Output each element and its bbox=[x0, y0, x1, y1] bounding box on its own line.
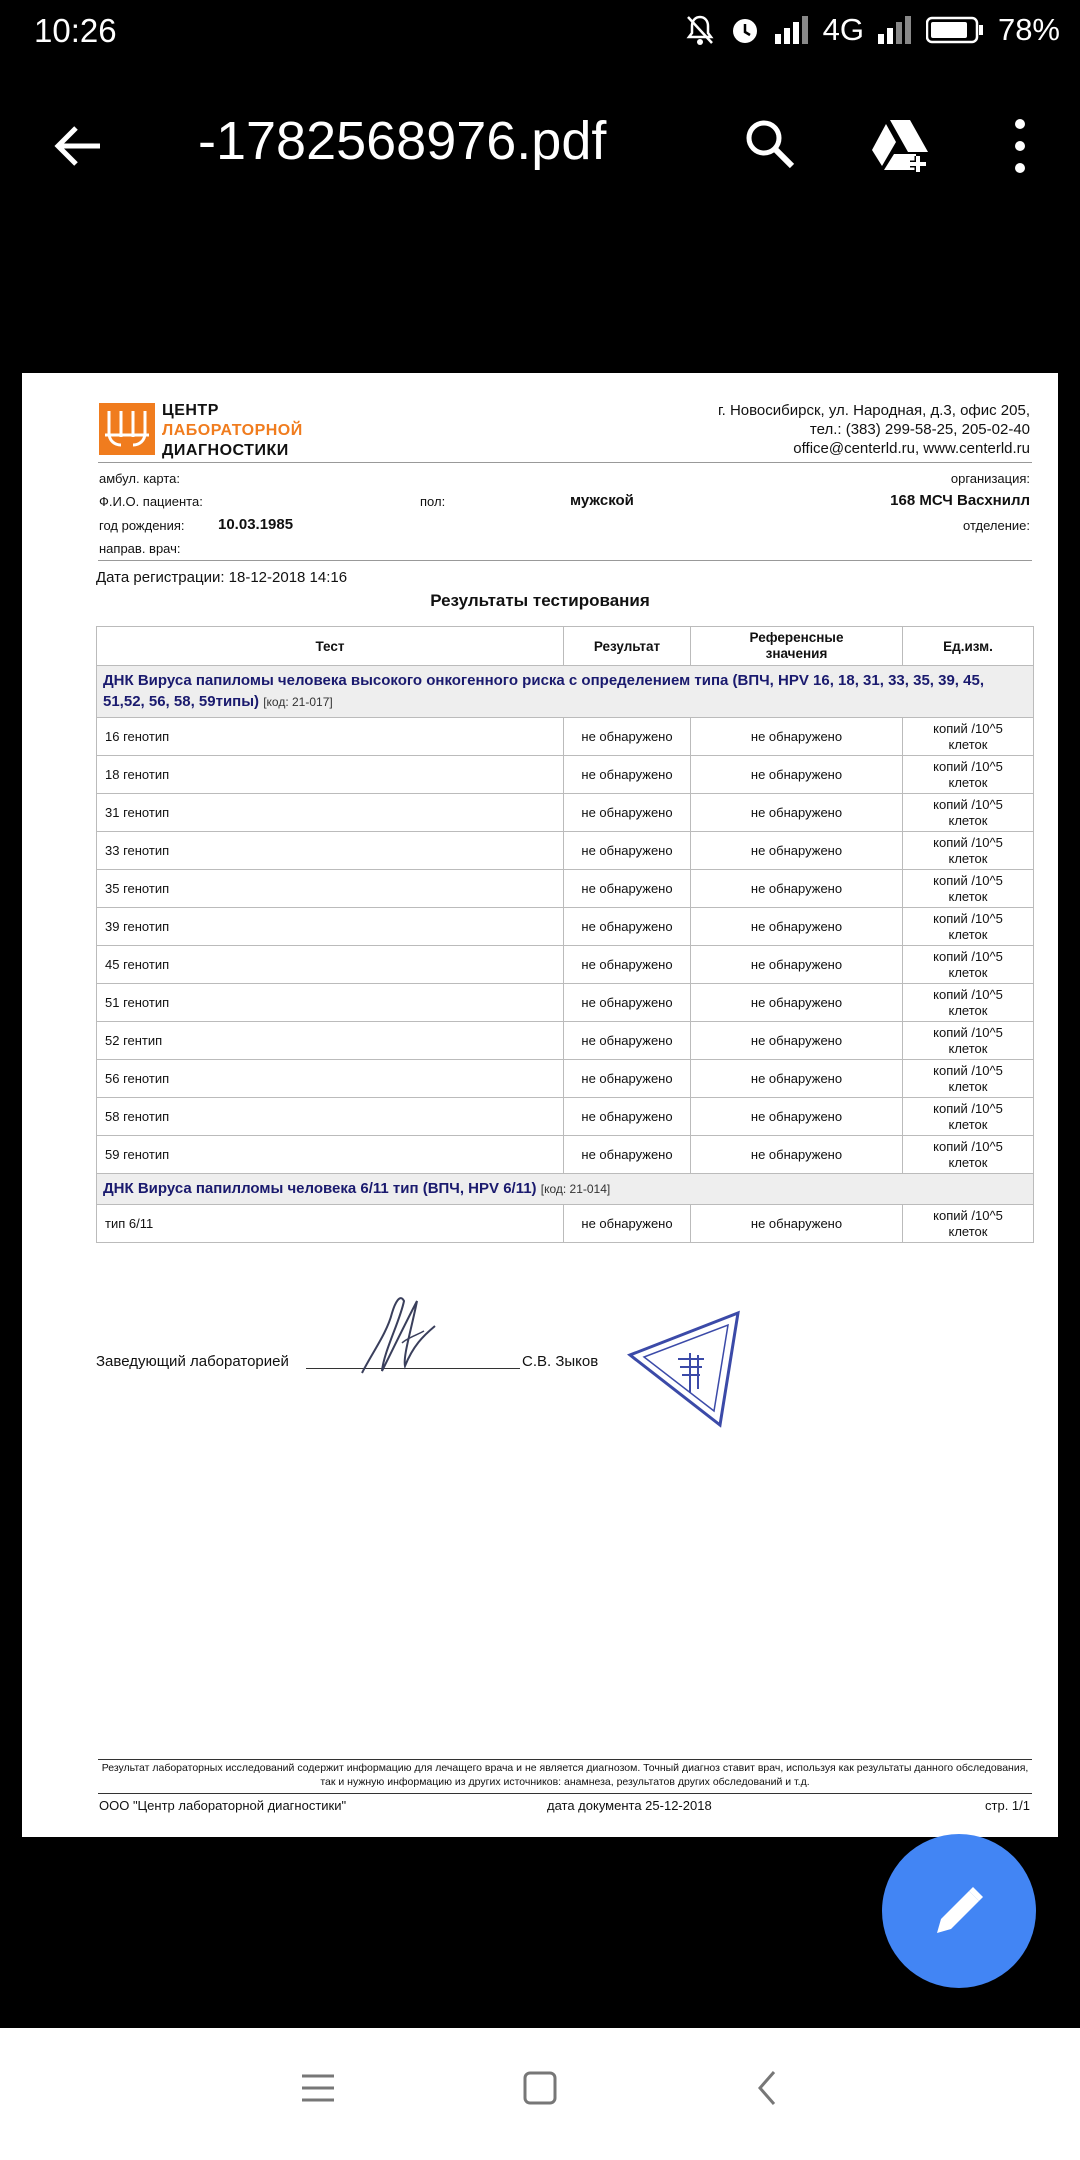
table-row bbox=[97, 794, 1034, 832]
org-value: 168 МСЧ Васхнилл bbox=[890, 492, 1030, 509]
cell-reference: не обнаружено bbox=[691, 756, 903, 794]
name-label: Ф.И.О. пациента: bbox=[99, 494, 203, 509]
cell-reference: не обнаружено bbox=[691, 718, 903, 756]
battery-icon bbox=[926, 16, 984, 44]
cell-test: 45 генотип bbox=[97, 946, 564, 984]
cell-test: 56 генотип bbox=[97, 1060, 564, 1098]
cell-reference: не обнаружено bbox=[691, 832, 903, 870]
cell-test: 59 генотип bbox=[97, 1136, 564, 1174]
header-test: Тест bbox=[97, 627, 564, 666]
disclaimer: Результат лабораторных исследований содержит информацию для лечащего врача и не является диагнозом. Точный диагноз ставит врач, используя как результаты данного обследования, так и нужную информацию из других источников: анамнеза, результатов других обследований и т.д. bbox=[101, 1762, 1029, 1788]
table-row bbox=[97, 908, 1034, 946]
card-label: амбул. карта: bbox=[99, 471, 181, 486]
cell-test: 18 генотип bbox=[97, 756, 564, 794]
dept-label: отделение: bbox=[963, 518, 1030, 533]
search-icon[interactable] bbox=[740, 114, 800, 174]
cell-result: не обнаружено bbox=[564, 1060, 691, 1098]
registration-date: Дата регистрации: 18-12-2018 14:16 bbox=[96, 569, 348, 586]
cell-reference: не обнаружено bbox=[691, 1136, 903, 1174]
table-row bbox=[97, 1205, 1034, 1243]
cell-reference: не обнаружено bbox=[691, 1022, 903, 1060]
status-icons bbox=[685, 12, 1060, 48]
back-chevron-icon[interactable] bbox=[752, 2068, 782, 2108]
cell-reference: не обнаружено bbox=[691, 870, 903, 908]
signature-name: С.В. Зыков bbox=[522, 1353, 599, 1370]
status-bar bbox=[0, 0, 1080, 66]
cell-reference: не обнаружено bbox=[691, 984, 903, 1022]
divider bbox=[98, 1793, 1032, 1794]
cell-reference: не обнаружено bbox=[691, 1098, 903, 1136]
cell-unit: копий /10^5 клеток bbox=[903, 1060, 1034, 1098]
table-row bbox=[97, 1022, 1034, 1060]
cell-test: 52 гентип bbox=[97, 1022, 564, 1060]
signal-icon bbox=[775, 16, 809, 44]
lab-stamp-icon bbox=[620, 1303, 750, 1433]
doctor-label: направ. врач: bbox=[99, 541, 181, 556]
cell-test: 16 генотип bbox=[97, 718, 564, 756]
group-code: [код: 21-017] bbox=[263, 695, 333, 709]
cell-result: не обнаружено bbox=[564, 794, 691, 832]
alarm-icon bbox=[729, 14, 761, 46]
table-row bbox=[97, 718, 1034, 756]
cell-reference: не обнаружено bbox=[691, 1060, 903, 1098]
group-title: ДНК Вируса папилломы человека 6/11 тип (ВПЧ, HPV 6/11) bbox=[103, 1180, 537, 1197]
logo-icon bbox=[99, 403, 155, 455]
birth-value: 10.03.1985 bbox=[218, 516, 294, 533]
cell-unit: копий /10^5 клеток bbox=[903, 984, 1034, 1022]
edit-button[interactable] bbox=[882, 1834, 1036, 1988]
cell-reference: не обнаружено bbox=[691, 946, 903, 984]
table-row bbox=[97, 1060, 1034, 1098]
table-row bbox=[97, 756, 1034, 794]
app-bar bbox=[0, 90, 1080, 200]
cell-unit: копий /10^5 клеток bbox=[903, 794, 1034, 832]
document-title: -1782568976.pdf bbox=[198, 111, 607, 171]
table-row bbox=[97, 1098, 1034, 1136]
cell-unit: копий /10^5 клеток bbox=[903, 1022, 1034, 1060]
cell-result: не обнаружено bbox=[564, 1205, 691, 1243]
cell-test: 33 генотип bbox=[97, 832, 564, 870]
cell-unit: копий /10^5 клеток bbox=[903, 1136, 1034, 1174]
cell-result: не обнаружено bbox=[564, 870, 691, 908]
cell-unit: копий /10^5 клеток bbox=[903, 908, 1034, 946]
lab-address: г. Новосибирск, ул. Народная, д.3, офис 205, тел.: (383) 299-58-25, 205-02-40 office@centerld.ru, www.centerld.ru bbox=[717, 402, 1030, 457]
cell-result: не обнаружено bbox=[564, 756, 691, 794]
sex-value: мужской bbox=[570, 492, 634, 509]
notifications-off-icon bbox=[685, 14, 715, 46]
cell-unit: копий /10^5 клеток bbox=[903, 1098, 1034, 1136]
network-type: 4G bbox=[822, 12, 864, 47]
document-date: дата документа 25-12-2018 bbox=[547, 1798, 712, 1813]
cell-result: не обнаружено bbox=[564, 946, 691, 984]
table-row bbox=[97, 832, 1034, 870]
header-reference: Референсные значения bbox=[691, 627, 903, 666]
cell-result: не обнаружено bbox=[564, 1022, 691, 1060]
group-row bbox=[97, 666, 1034, 718]
cell-test: 51 генотип bbox=[97, 984, 564, 1022]
results-title: Результаты тестирования bbox=[430, 591, 650, 610]
signal-2-icon bbox=[878, 16, 912, 44]
cell-unit: копий /10^5 клеток bbox=[903, 718, 1034, 756]
cell-unit: копий /10^5 клеток bbox=[903, 1205, 1034, 1243]
group-row bbox=[97, 1174, 1034, 1205]
cell-reference: не обнаружено bbox=[691, 794, 903, 832]
divider bbox=[98, 1759, 1032, 1760]
menu-icon[interactable] bbox=[300, 2068, 336, 2108]
pdf-page[interactable] bbox=[22, 373, 1058, 1837]
page-number: стр. 1/1 bbox=[985, 1798, 1030, 1813]
header-unit: Ед.изм. bbox=[903, 627, 1034, 666]
status-time: 10:26 bbox=[34, 12, 117, 49]
cell-test: тип 6/11 bbox=[97, 1205, 564, 1243]
table-row bbox=[97, 946, 1034, 984]
cell-test: 39 генотип bbox=[97, 908, 564, 946]
cell-test: 58 генотип bbox=[97, 1098, 564, 1136]
logo-text: ЦЕНТР ЛАБОРАТОРНОЙ ДИАГНОСТИКИ bbox=[162, 402, 303, 459]
cell-test: 35 генотип bbox=[97, 870, 564, 908]
divider bbox=[98, 462, 1032, 463]
results-table bbox=[96, 626, 1034, 1243]
cell-reference: не обнаружено bbox=[691, 908, 903, 946]
more-options-icon[interactable] bbox=[1000, 114, 1040, 178]
cell-result: не обнаружено bbox=[564, 908, 691, 946]
cell-test: 31 генотип bbox=[97, 794, 564, 832]
table-header-row bbox=[97, 627, 1034, 666]
battery-percent: 78% bbox=[997, 12, 1060, 47]
back-arrow-icon[interactable] bbox=[48, 116, 108, 176]
org-label: организация: bbox=[950, 471, 1030, 486]
table-row bbox=[97, 870, 1034, 908]
navigation-bar bbox=[0, 2028, 1080, 2160]
cell-unit: копий /10^5 клеток bbox=[903, 756, 1034, 794]
cell-result: не обнаружено bbox=[564, 984, 691, 1022]
cell-result: не обнаружено bbox=[564, 1136, 691, 1174]
cell-unit: копий /10^5 клеток bbox=[903, 946, 1034, 984]
company-name: ООО "Центр лабораторной диагностики" bbox=[99, 1798, 347, 1813]
birth-label: год рождения: bbox=[99, 518, 185, 533]
group-code: [код: 21-014] bbox=[540, 1182, 611, 1196]
add-to-drive-icon[interactable] bbox=[866, 112, 936, 182]
cell-result: не обнаружено bbox=[564, 1098, 691, 1136]
home-square-icon[interactable] bbox=[522, 2068, 558, 2108]
signature-image bbox=[342, 1273, 472, 1393]
cell-result: не обнаружено bbox=[564, 718, 691, 756]
header-result: Результат bbox=[564, 627, 691, 666]
cell-unit: копий /10^5 клеток bbox=[903, 870, 1034, 908]
sex-label: пол: bbox=[420, 494, 446, 509]
cell-result: не обнаружено bbox=[564, 832, 691, 870]
table-row bbox=[97, 984, 1034, 1022]
divider bbox=[98, 560, 1032, 561]
cell-unit: копий /10^5 клеток bbox=[903, 832, 1034, 870]
cell-reference: не обнаружено bbox=[691, 1205, 903, 1243]
pencil-icon bbox=[929, 1881, 989, 1941]
group-title: ДНК Вируса папиломы человека высокого онкогенного риска с определением типа (ВПЧ, HPV 16, 18, 31, 33, 35, 39, 45, 51,52, 56, 58, 59типы) bbox=[103, 672, 984, 710]
signature-label: Заведующий лабораторией bbox=[96, 1353, 289, 1370]
table-row bbox=[97, 1136, 1034, 1174]
